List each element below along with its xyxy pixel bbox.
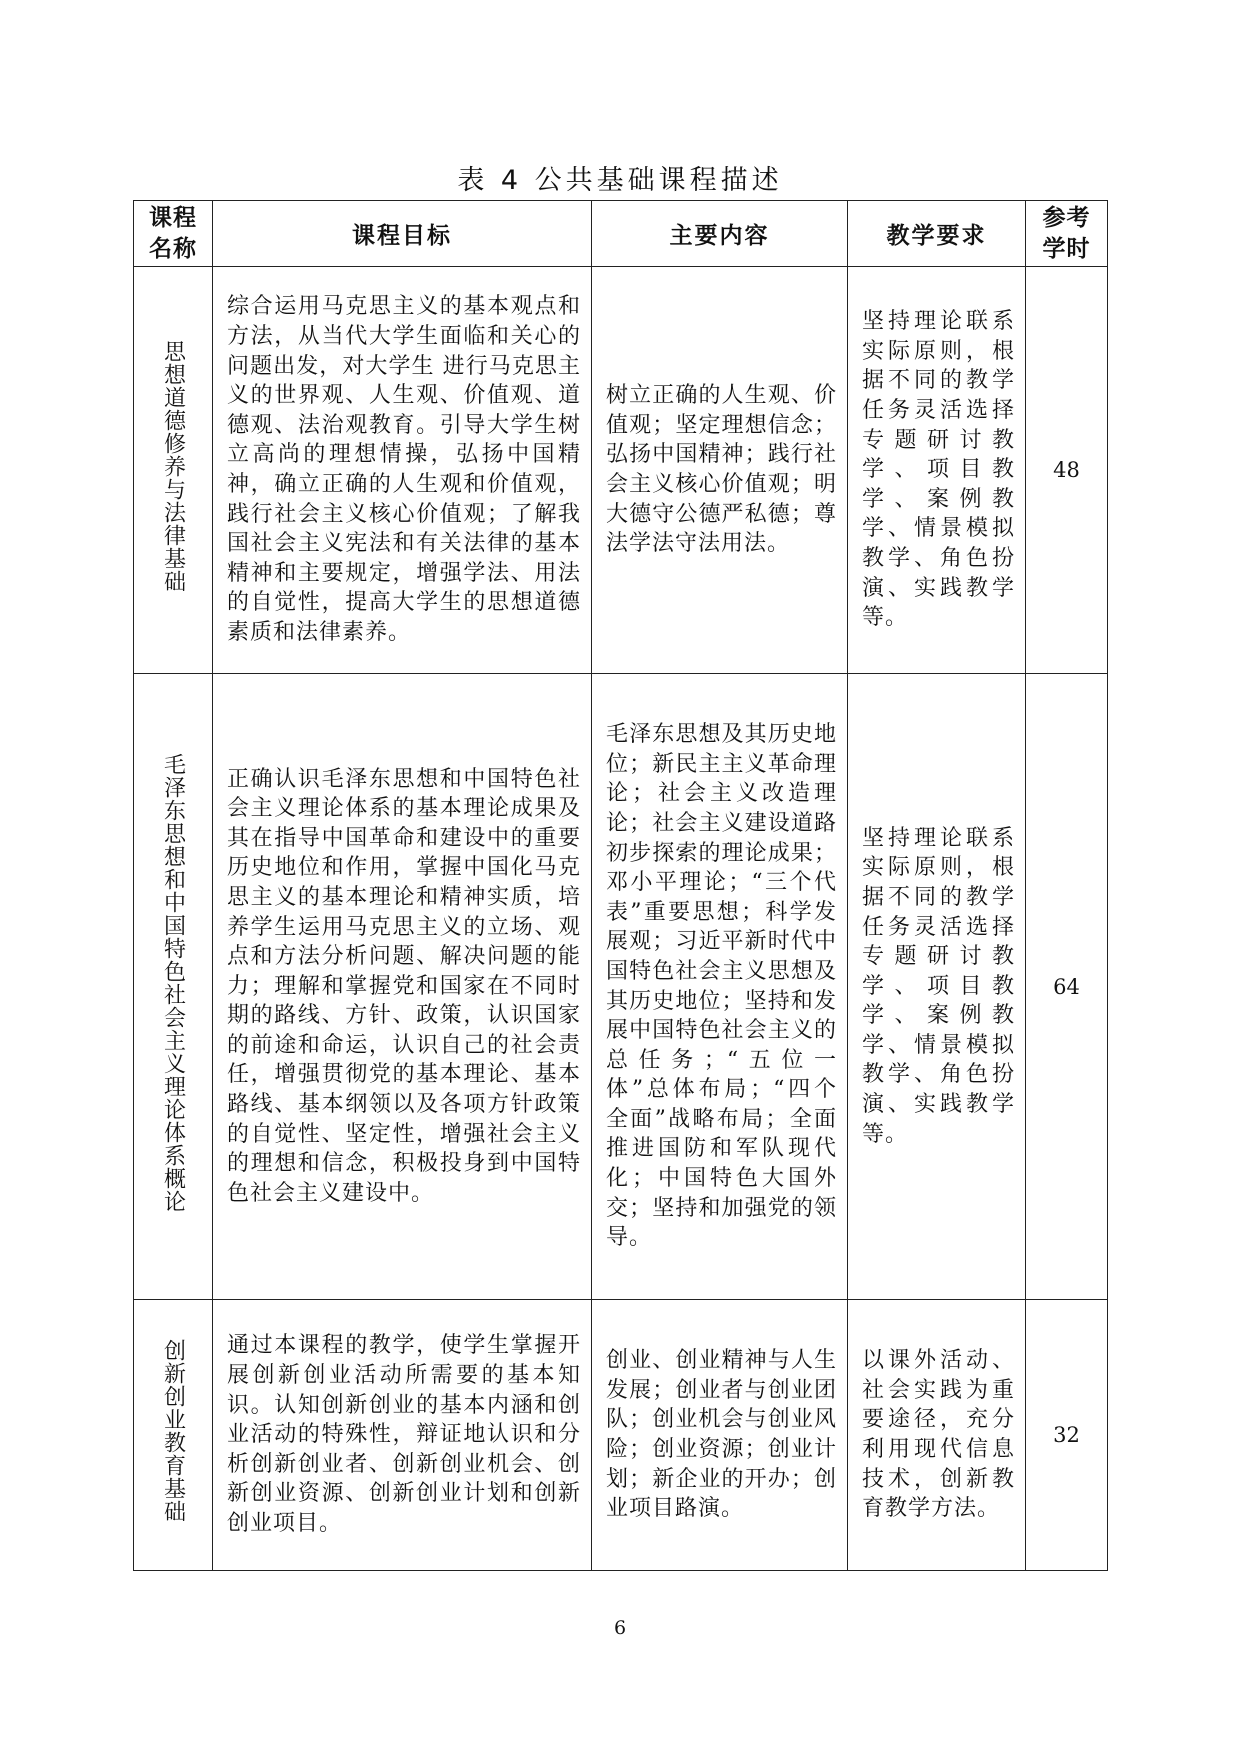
page-number: 6 [613, 1617, 627, 1639]
course-name-cell [134, 1300, 213, 1571]
course-objective: 通过本课程的教学，使学生掌握开展创新创业活动所需要的基本知识。认知创新创业的基本内涵和创业活动的特殊性，辩证地认识和分析创新创业者、创新创业机会、创新创业资源、创新创业计划和创新创业项目。 [213, 1300, 592, 1571]
course-name: 毛泽东思想和中国特色社会主义理论体系概论 [160, 752, 186, 1213]
course-objective: 综合运用马克思主义的基本观点和方法，从当代大学生面临和关心的问题出发，对大学生 进行马克思主义的世界观、人生观、价值观、道德观、法治观教育。引导大学生树立高尚的理想情操，弘扬中国精神，确立正确的人生观和价值观，践行社会主义核心价值观；了解我国社会主义宪法和有关法律的基本精神和主要规定，增强学法、用法的自觉性，提高大学生的思想道德素质和法律素养。 [213, 267, 592, 674]
course-description-table [133, 200, 1108, 1571]
teaching-requirement: 以课外活动、社会实践为重要途径，充分利用现代信息技术，创新教育教学方法。 [848, 1300, 1026, 1571]
course-content: 树立正确的人生观、价值观；坚定理想信念；弘扬中国精神；践行社会主义核心价值观；明大德守公德严私德；尊法学法守法用法。 [592, 267, 848, 674]
reference-hours: 32 [1026, 1300, 1108, 1571]
table-row [134, 1300, 1108, 1571]
course-objective: 正确认识毛泽东思想和中国特色社会主义理论体系的基本理论成果及其在指导中国革命和建设中的重要历史地位和作用，掌握中国化马克思主义的基本理论和精神实质，培养学生运用马克思主义的立场、观点和方法分析问题、解决问题的能力；理解和掌握党和国家在不同时期的路线、方针、政策，认识国家的前途和命运，认识自己的社会责任，增强贯彻党的基本理论、基本路线、基本纲领以及各项方针政策的自觉性、坚定性，增强社会主义的理想和信念，积极投身到中国特色社会主义建设中。 [213, 674, 592, 1300]
header-content: 主要内容 [592, 201, 848, 267]
teaching-requirement: 坚持理论联系实际原则，根据不同的教学任务灵活选择专题研讨教学、项目教学、案例教学、情景模拟教学、角色扮演、实践教学等。 [848, 674, 1026, 1300]
reference-hours: 48 [1026, 267, 1108, 674]
course-name: 思想道德修养与法律基础 [160, 339, 186, 593]
header-requirement: 教学要求 [848, 201, 1026, 267]
table-row [134, 674, 1108, 1300]
header-course-name: 课程名称 [134, 201, 213, 267]
course-content: 毛泽东思想及其历史地位；新民主主义革命理论；社会主义改造理论；社会主义建设道路初步探索的理论成果；邓小平理论；“三个代表”重要思想；科学发展观；习近平新时代中国特色社会主义思想及其历史地位；坚持和发展中国特色社会主义的总任务；“五位一体”总体布局；“四个全面”战略布局；全面推进国防和军队现代化；中国特色大国外交；坚持和加强党的领导。 [592, 674, 848, 1300]
course-content: 创业、创业精神与人生发展；创业者与创业团队；创业机会与创业风险；创业资源；创业计划；新企业的开办；创业项目路演。 [592, 1300, 848, 1571]
header-objective: 课程目标 [213, 201, 592, 267]
course-name-cell [134, 267, 213, 674]
reference-hours: 64 [1026, 674, 1108, 1300]
table-title: 表 4 公共基础课程描述 [457, 165, 783, 196]
table-row [134, 267, 1108, 674]
header-hours: 参考学时 [1026, 201, 1108, 267]
course-name: 创新创业教育基础 [160, 1339, 186, 1523]
header-row [134, 201, 1108, 267]
course-name-cell [134, 674, 213, 1300]
teaching-requirement: 坚持理论联系实际原则，根据不同的教学任务灵活选择专题研讨教学、项目教学、案例教学、情景模拟教学、角色扮演、实践教学等。 [848, 267, 1026, 674]
